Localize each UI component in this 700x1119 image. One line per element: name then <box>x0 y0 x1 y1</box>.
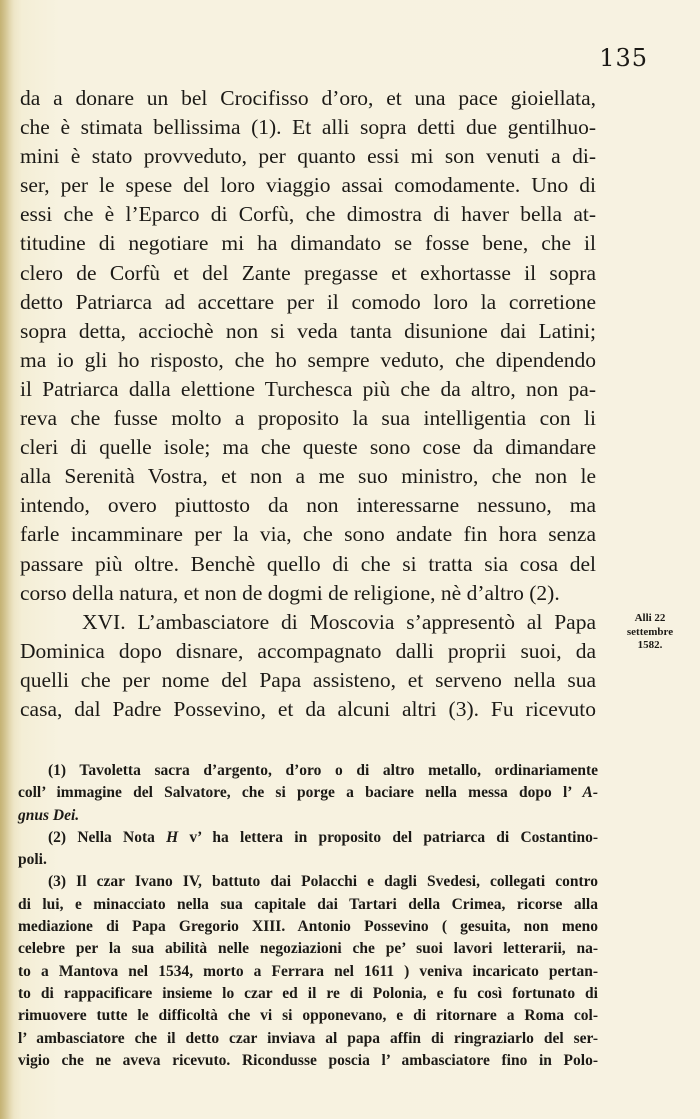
footnote-3-line: mediazione di Papa Gregorio XIII. Antonio Possevino ( gesuita, non meno <box>18 918 598 936</box>
body-line: passare più oltre. Benchè quello di che si tratta sia cosa del <box>20 551 596 576</box>
body-line: ser, per le spese del loro viaggio assai comodamente. Uno di <box>20 173 596 198</box>
footnote-italic-text: gnus Dei. <box>18 806 80 824</box>
margin-note-line: Alli 22 <box>634 612 666 624</box>
binding-shadow <box>0 0 14 1119</box>
footnote-text: (2) Nella Nota <box>48 828 167 846</box>
footnote-1: (1) Tavoletta sacra d’argento, d’oro o di altro metallo, ordinariamente <box>48 762 598 779</box>
footnote-2-line: poli. <box>18 851 47 869</box>
section-start-line: XVI. L’ambasciatore di Moscovia s’appresentò al Papa <box>82 609 596 634</box>
body-line: reva che fusse molto a proposito la sua intelligentia con li <box>20 406 596 431</box>
footnote-3-line: to di rappacificare insieme lo czar ed il re di Polonia, e fu così fortunato di <box>18 984 598 1002</box>
body-line: Dominica dopo disnare, accompagnato dalli proprii suoi, da <box>20 638 596 663</box>
body-line: da a donare un bel Crocifisso d’oro, et una pace gioiellata, <box>20 86 596 110</box>
footnote-italic-text: H <box>166 828 179 846</box>
footnote-3-line: l’ ambasciatore che il detto czar inviava al papa affin di ringraziarlo del ser- <box>18 1029 598 1047</box>
footnote-text: v’ ha lettera in proposito del patriarca di Costantino- <box>178 828 598 846</box>
body-line: detto Patriarca ad accettare per il comodo loro la corretione <box>20 289 596 314</box>
margin-note-line: settembre <box>626 625 674 638</box>
footnote-3-line: di lui, e minacciato nella sua capitale dai Tartari della Crimea, ricorse alla <box>18 895 598 913</box>
footnote-1-line <box>18 782 598 804</box>
body-line: essi che è l’Eparco di Corfù, che dimostra di haver bella at- <box>20 202 596 227</box>
footnote-1-line <box>18 805 598 827</box>
body-line: titudine di negotiare mi ha dimandato se fosse bene, che il <box>20 231 596 256</box>
footnote-3-line: rimuovere tutte le difficoltà che vi si opponevano, e di ritornare a Roma col- <box>18 1007 598 1025</box>
footnote-3-line: celebre per la sua abilità nelle negoziazioni che pe’ suoi lavori letterarii, na- <box>18 940 598 958</box>
body-line: mini è stato provveduto, per quanto essi mi son venuti a di- <box>20 144 596 169</box>
body-line: sopra detta, acciochè non si veda tanta disunione dai Latini; <box>20 318 596 343</box>
footnote-3: (3) Il czar Ivano IV, battuto dai Polacchi e dagli Svedesi, collegati contro <box>48 873 598 891</box>
main-text <box>20 84 596 724</box>
footnote-3-line: vigio che ne aveva ricevuto. Ricondusse poscia l’ ambasciatore fino in Polo- <box>18 1051 598 1069</box>
body-line: che è stimata bellissima (1). Et alli sopra detti due gentilhuo- <box>20 115 596 140</box>
body-line: cleri di quelle isole; ma che queste sono cose da dimandare <box>20 435 596 460</box>
margin-date-note <box>606 612 694 653</box>
body-line: farle incamminare per la via, che sono andate fin hora senza <box>20 522 596 547</box>
body-line: intendo, overo piuttosto da non interessarne nessuno, ma <box>20 493 596 518</box>
body-line: quelli che per nome del Papa assisteno, et serveno nella sua <box>20 667 596 692</box>
margin-note-line: 1582. <box>637 639 663 651</box>
footnotes <box>18 760 598 1072</box>
body-line: alla Serenità Vostra, et non a me suo ministro, che non le <box>20 464 596 489</box>
body-line: ma io gli ho risposto, che ho sempre veduto, che dipendendo <box>20 347 596 372</box>
footnote-3-line: to a Mantova nel 1534, morto a Ferrara nel 1611 ) veniva incaricato pertan- <box>18 962 598 980</box>
footnote-text: coll’ immagine del Salvatore, che si porge a baciare nella messa dopo l’ <box>18 784 572 802</box>
footnote-italic-text: A- <box>582 784 599 802</box>
body-line: clero de Corfù et del Zante pregasse et exhortasse il sopra <box>20 260 596 285</box>
footnote-2 <box>18 827 598 849</box>
body-line: il Patriarca dalla elettione Turchesca più che da altro, non pa- <box>20 376 596 401</box>
body-line: casa, dal Padre Possevino, et da alcuni altri (3). Fu ricevuto <box>20 696 596 721</box>
page-number: 135 <box>599 44 648 72</box>
body-line: corso della natura, et non de dogmi de religione, nè d’altro (2). <box>20 580 560 605</box>
